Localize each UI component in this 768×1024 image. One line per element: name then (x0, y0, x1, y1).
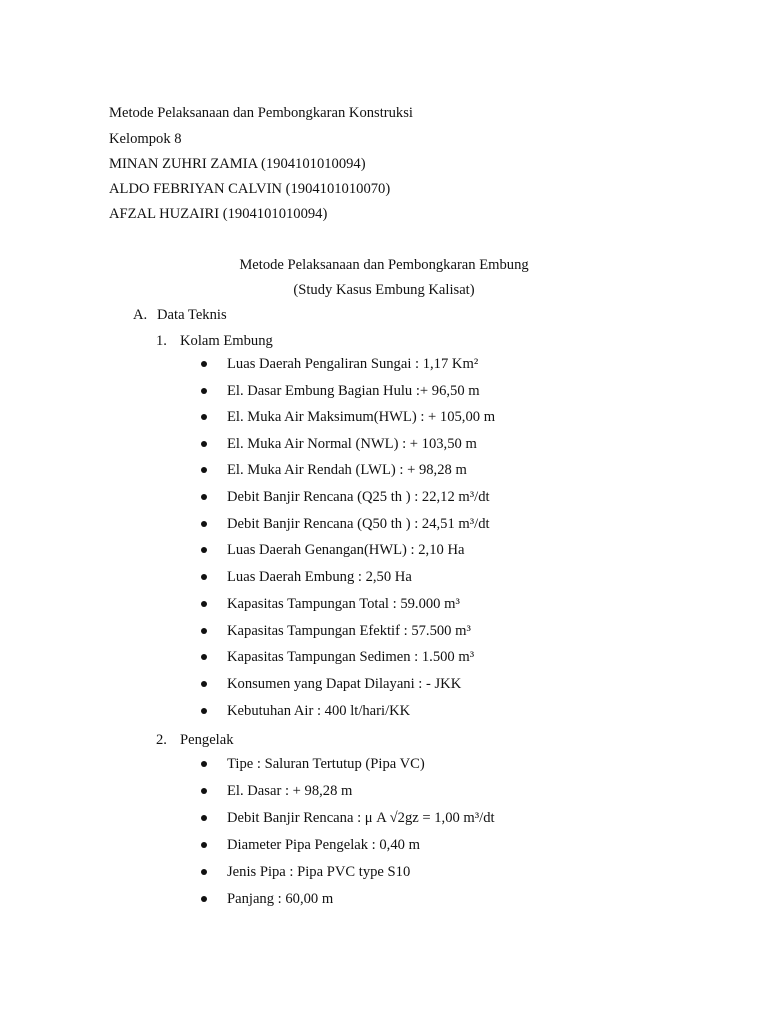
subsection-2-heading: Pengelak (180, 732, 234, 748)
list-item-text: Debit Banjir Rencana (Q50 th ) : 24,51 m³/dt (227, 516, 490, 532)
member-3: AFZAL HUZAIRI (1904101010094) (109, 206, 328, 222)
bullet-icon (201, 547, 207, 553)
bullet-icon (201, 896, 207, 902)
list-item-text: El. Muka Air Rendah (LWL) : + 98,28 m (227, 462, 467, 478)
bullet-icon (201, 521, 207, 527)
group-label: Kelompok 8 (109, 131, 182, 147)
list-item-text: El. Muka Air Maksimum(HWL) : + 105,00 m (227, 409, 496, 425)
list-item-text: Luas Daerah Genangan(HWL) : 2,10 Ha (227, 542, 465, 558)
bullet-icon (201, 654, 207, 660)
list-item-text: Diameter Pipa Pengelak : 0,40 m (227, 837, 420, 853)
list-item-text: Kapasitas Tampungan Total : 59.000 m³ (227, 596, 460, 612)
list-item-text: El. Muka Air Normal (NWL) : + 103,50 m (227, 436, 477, 452)
list-item-text: Jenis Pipa : Pipa PVC type S10 (227, 864, 411, 880)
bullet-icon (201, 467, 207, 473)
bullet-icon (201, 761, 207, 767)
subsection-1-marker: 1. (156, 333, 167, 349)
bullet-icon (201, 628, 207, 634)
list-item-text: Kapasitas Tampungan Efektif : 57.500 m³ (227, 623, 471, 639)
section-a-heading: Data Teknis (157, 307, 227, 323)
bullet-icon (201, 869, 207, 875)
bullet-icon (201, 681, 207, 687)
bullet-icon (201, 441, 207, 447)
document-title: Metode Pelaksanaan dan Pembongkaran Embung (239, 257, 529, 273)
bullet-icon (201, 708, 207, 714)
bullet-icon (201, 574, 207, 580)
bullet-icon (201, 788, 207, 794)
list-item-text: El. Dasar : + 98,28 m (227, 783, 353, 799)
list-item-text: Tipe : Saluran Tertutup (Pipa VC) (227, 756, 425, 772)
list-item-text: Debit Banjir Rencana : μ A √2gz = 1,00 m³/dt (227, 810, 495, 826)
list-item-text: Panjang : 60,00 m (227, 891, 334, 907)
list-item-text: Kapasitas Tampungan Sedimen : 1.500 m³ (227, 649, 475, 665)
member-1: MINAN ZUHRI ZAMIA (1904101010094) (109, 156, 366, 172)
course-title: Metode Pelaksanaan dan Pembongkaran Konstruksi (109, 105, 413, 121)
subsection-2-marker: 2. (156, 732, 167, 748)
bullet-icon (201, 414, 207, 420)
list-item-text: Konsumen yang Dapat Dilayani : - JKK (227, 676, 462, 692)
list-item-text: Debit Banjir Rencana (Q25 th ) : 22,12 m³/dt (227, 489, 490, 505)
bullet-icon (201, 842, 207, 848)
document-subtitle: (Study Kasus Embung Kalisat) (293, 282, 475, 298)
bullet-icon (201, 601, 207, 607)
bullet-icon (201, 388, 207, 394)
list-item-text: Luas Daerah Embung : 2,50 Ha (227, 569, 412, 585)
list-item-text: Luas Daerah Pengaliran Sungai : 1,17 Km² (227, 356, 479, 372)
bullet-icon (201, 361, 207, 367)
list-item-text: Kebutuhan Air : 400 lt/hari/KK (227, 703, 411, 719)
bullet-icon (201, 494, 207, 500)
subsection-1-heading: Kolam Embung (180, 333, 273, 349)
member-2: ALDO FEBRIYAN CALVIN (1904101010070) (109, 181, 391, 197)
section-a-marker: A. (133, 307, 148, 323)
list-item-text: El. Dasar Embung Bagian Hulu :+ 96,50 m (227, 383, 480, 399)
bullet-icon (201, 815, 207, 821)
